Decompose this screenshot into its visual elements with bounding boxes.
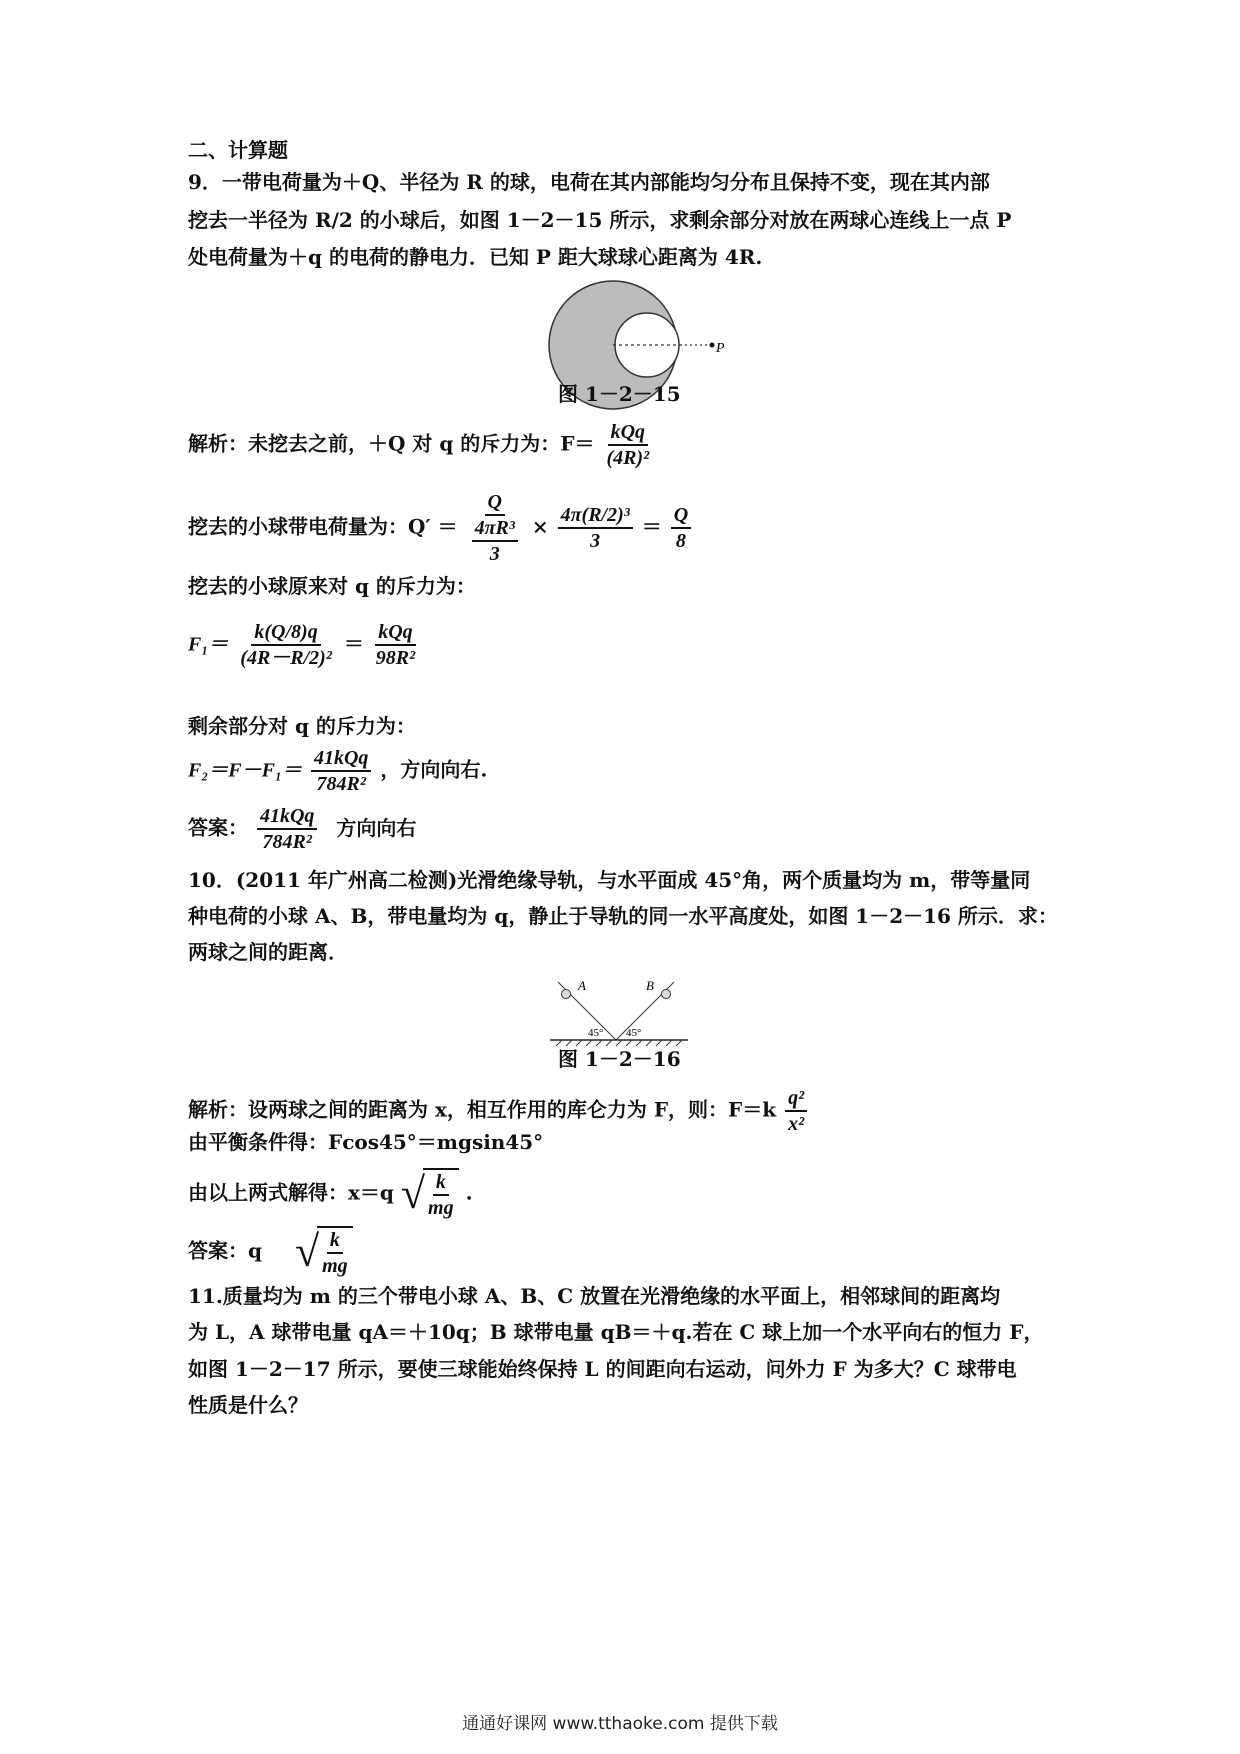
denominator: x²: [788, 1113, 805, 1135]
q11-line-4: 性质是什么？: [188, 1393, 308, 1417]
radicand: [317, 1226, 353, 1278]
fraction-kqq-over-4r2: [603, 420, 652, 470]
fraction-kqq-over-98r2: [373, 620, 418, 670]
numerator: kQq: [608, 420, 648, 446]
denominator: mg: [428, 1197, 454, 1219]
numerator: 4π(R/2)³: [558, 503, 633, 529]
q10-solution-3: [188, 1168, 473, 1220]
q9-line-2: 挖去一半径为 R/2 的小球后，如图 1－2－15 所示，求剩余部分对放在两球心连线上一点 P: [188, 208, 1012, 232]
q10-solution-3-text: 由以上两式解得：x＝q: [188, 1180, 394, 1205]
fraction-f1: [237, 620, 335, 670]
q9-solution-4: [188, 620, 420, 670]
numerator: k(Q/8)q: [251, 620, 320, 646]
answer-label: 答案：q: [188, 1238, 262, 1263]
denominator: 3: [489, 543, 500, 565]
equals-sign: ＝: [343, 631, 364, 656]
fraction-41kqq-over-784r2: [311, 746, 371, 796]
ball-a: [562, 990, 571, 999]
numerator: k: [433, 1170, 449, 1196]
answer-sqrt: [295, 1226, 353, 1278]
denominator: [467, 516, 523, 566]
numerator: q²: [785, 1086, 807, 1112]
fraction-k-over-mg: [319, 1228, 351, 1278]
q9-solution-5: 剩余部分对 q 的斥力为：: [188, 714, 416, 738]
fraction-k-over-mg: [425, 1170, 457, 1220]
q9-solution-3: 挖去的小球原来对 q 的斥力为：: [188, 574, 476, 598]
fraction-q-over-8: [671, 503, 691, 553]
radical-sign: √: [400, 1169, 426, 1218]
numerator: 41kQq: [311, 746, 371, 772]
q9-solution-2: [188, 490, 693, 566]
q9-line-3: 处电荷量为＋q 的电荷的静电力．已知 P 距大球球心距离为 4R.: [188, 245, 763, 269]
point-p-label: P: [716, 341, 725, 356]
q11-line-1: 11.质量均为 m 的三个带电小球 A、B、C 放置在光滑绝缘的水平面上，相邻球间的距离均: [188, 1284, 1001, 1308]
radical-sign: √: [294, 1227, 320, 1276]
q10-line-1: 10．(2011 年广州高二检测)光滑绝缘导轨，与水平面成 45°角，两个质量均为 m，带等量同: [188, 868, 1031, 892]
angle-left-label: 45°: [588, 1027, 604, 1039]
point-p: [710, 343, 715, 348]
answer-label: 答案：: [188, 815, 248, 840]
f2-lhs: F₂＝F－F₁＝: [188, 759, 302, 782]
q9-solution-1: [188, 420, 654, 470]
figure-caption-1-2-16: 图 1－2－16: [558, 1047, 681, 1071]
label-a: A: [578, 978, 586, 993]
denominator: 784R²: [316, 773, 366, 795]
label-b: B: [646, 978, 654, 993]
section-title: 二、计算题: [188, 138, 288, 162]
denominator: (4R)²: [606, 447, 650, 469]
answer-direction: 方向向右: [336, 815, 417, 840]
q11-line-2: 为 L，A 球带电量 qA＝＋10q；B 球带电量 qB＝＋q.若在 C 球上加一个水平向右的恒力 F，: [188, 1320, 1044, 1344]
period: .: [465, 1180, 473, 1205]
equals-sign: ＝: [641, 514, 662, 539]
denominator: 98R²: [375, 647, 416, 669]
nested-fraction: [472, 516, 518, 566]
q10-line-2: 种电荷的小球 A、B，带电量均为 q，静止于导轨的同一水平高度处，如图 1－2－16 所示．求：: [188, 904, 1058, 928]
denominator: 784R²: [262, 831, 312, 853]
numerator: k: [327, 1228, 343, 1254]
q10-solution-1-text: 解析：设两球之间的距离为 x，相互作用的库仑力为 F，则：F＝k: [188, 1097, 777, 1122]
fraction-small-volume: [558, 503, 633, 553]
times-sign: ×: [531, 514, 549, 539]
sqrt-k-over-mg: [401, 1168, 459, 1220]
fraction-answer: [257, 804, 317, 854]
f1-lhs: F₁＝: [188, 633, 229, 656]
q9-solution-6: [188, 746, 487, 796]
q11-line-3: 如图 1－2－17 所示，要使三球能始终保持 L 的间距向右运动，问外力 F 为多大？C 球带电: [188, 1357, 1017, 1381]
denominator: 8: [675, 530, 686, 552]
q10-line-3: 两球之间的距离．: [188, 940, 348, 964]
denominator: (4R－R/2)²: [240, 647, 332, 669]
radicand: [423, 1168, 459, 1220]
numerator: kQq: [375, 620, 415, 646]
direction-text: ，方向向右.: [380, 757, 488, 782]
q10-answer: [188, 1226, 353, 1278]
angle-right-label: 45°: [626, 1027, 642, 1039]
footer-source: 通通好课网 www.tthaoke.com 提供下载: [462, 1714, 778, 1734]
q9-solution-1-text: 解析：未挖去之前，＋Q 对 q 的斥力为：F＝: [188, 431, 595, 456]
fraction-q2-over-x2: [785, 1086, 807, 1136]
figure-caption-1-2-15: 图 1－2－15: [558, 382, 681, 406]
numerator: 41kQq: [257, 804, 317, 830]
numerator: Q: [671, 503, 691, 529]
q9-answer: [188, 804, 416, 854]
numerator: Q: [485, 490, 505, 516]
fraction-q-over-volume: [467, 490, 523, 566]
numerator: 4πR³: [472, 516, 518, 542]
denominator: mg: [322, 1255, 348, 1277]
q10-solution-2: 由平衡条件得：Fcos45°＝mgsin45°: [188, 1130, 544, 1154]
q9-solution-2-text: 挖去的小球带电荷量为：Q′ ＝: [188, 514, 458, 539]
q9-line-1: 9．一带电荷量为＋Q、半径为 R 的球，电荷在其内部能均匀分布且保持不变，现在其内部: [188, 170, 990, 194]
denominator: 3: [590, 530, 601, 552]
ball-b: [662, 990, 671, 999]
